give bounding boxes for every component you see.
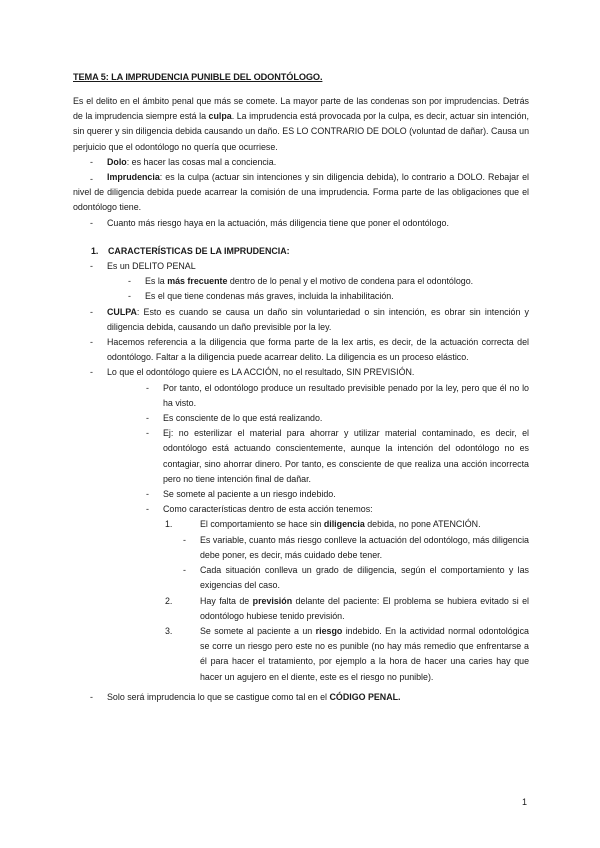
page-number: 1 [522, 797, 528, 807]
dash-bullet: - [90, 306, 93, 317]
list-item-somete [73, 487, 529, 502]
dash-bullet: - [90, 337, 93, 348]
list-item-condenas [73, 289, 529, 304]
list-item-caracteristicas [73, 502, 529, 517]
codigo-bold: CÓDIGO PENAL. [329, 691, 401, 702]
riesgo-text: Cuanto más riesgo haya en la actuación, más diligencia tiene que poner el odontólogo. [107, 217, 449, 228]
n3-rest: indebido. En la actividad normal odontológica se corre un riesgo pero este no es punible (no hay más remedio que enfrentarse a él para hacer el tratamiento, por ejemplo a la hora de hacer una caries hay que hacer un agujero en el diente, este es el riesgo no punible). [200, 625, 529, 682]
culpa-label: CULPA [107, 306, 137, 317]
intro-bold-culpa: culpa [208, 111, 232, 122]
n2-text: Hay falta de [200, 595, 253, 606]
dash-bullet: - [146, 428, 149, 439]
list-item-por-tanto [73, 381, 529, 411]
culpa-text: : Esto es cuando se causa un daño sin voluntariedad o sin intención, es obrar sin intención y diligencia debida, causando un daño previsible por la ley. [107, 306, 529, 332]
caracteristicas-text: Como características dentro de esta acción tenemos: [163, 504, 373, 515]
dash-bullet: - [146, 489, 149, 500]
situacion-text: Cada situación conlleva un grado de diligencia, según el comportamiento y las exigencias del caso. [200, 565, 529, 591]
item-number: 1. [165, 519, 173, 530]
mas-frecuente-text: Es la [145, 276, 168, 287]
numbered-item-2 [73, 594, 529, 624]
section-title: CARACTERÍSTICAS DE LA IMPRUDENCIA: [108, 245, 290, 256]
document-body [73, 94, 529, 705]
delito-penal-text: Es un DELITO PENAL [107, 261, 196, 272]
list-item-imprudencia [73, 170, 529, 216]
list-item-ejemplo [73, 426, 529, 487]
numbered-item-1 [73, 517, 529, 532]
imprudencia-text: : es la culpa (actuar sin intenciones y sin diligencia debida), lo contrario a DOLO. Rebajar el nivel de diligencia debida puede acarrear la comisión de una imprudencia. Forma parte de las obligaciones que el odontólogo tiene. [73, 172, 529, 213]
n2-rest: delante del paciente: El problema se hubiera evitado si el odontólogo hubiese tenido previsión. [200, 595, 529, 621]
list-item-consciente [73, 411, 529, 426]
n3-bold: riesgo [315, 625, 343, 636]
dash-bullet: - [90, 691, 93, 702]
dash-bullet: - [146, 413, 149, 424]
item-number: 3. [165, 625, 173, 636]
variable-text: Es variable, cuanto más riesgo conlleve la actuación del odontólogo, más diligencia debe poner, es decir, más cuidado debe tener. [200, 534, 529, 560]
condenas-text: Es el que tiene condenas más graves, incluida la inhabilitación. [145, 291, 394, 302]
n3-text: Se somete al paciente a un [200, 625, 316, 636]
list-item-riesgo [73, 216, 529, 231]
intro-text-rest: . La imprudencia está provocada por la culpa, es decir, actuar sin intención, sin querer y sin diligencia debida causando un daño. ES LO CONTRARIO DE DOLO (voluntad de dañar). Causa un perjuicio que el odontólogo no quería que ocurriese. [73, 111, 529, 152]
dolo-text: : es hacer las cosas mal a conciencia. [126, 156, 277, 167]
ejemplo-text: Ej: no esterilizar el material para ahorrar y utilizar material contaminado, es decir, el odontólogo está actuando conscientemente, aunque la intención del odontólogo no es contagiar, sino ahorrar dinero. Por tanto, es consciente de que realiza una acción incorrecta pero no tiene intención final de dañar. [163, 428, 529, 484]
intro-paragraph [73, 94, 529, 155]
dash-bullet: - [90, 367, 93, 378]
n2-bold: previsión [252, 595, 293, 606]
accion-text: Lo que el odontólogo quiere es LA ACCIÓN, no el resultado, SIN PREVISIÓN. [107, 367, 415, 378]
list-item-accion [73, 365, 529, 380]
dash-bullet: - [90, 156, 93, 167]
list-item-mas-frecuente [73, 274, 529, 289]
lex-artis-text: Hacemos referencia a la diligencia que forma parte de la lex artis, es decir, de la actuación correcta del odontólogo. Faltar a la diligencia puede acarrear delito. La diligencia es un proceso elástico. [107, 337, 529, 363]
dash-bullet: - [90, 261, 93, 272]
section-heading [73, 244, 529, 259]
dash-bullet: - [183, 565, 186, 576]
dash-bullet: - [128, 291, 131, 302]
dash-bullet: - [146, 382, 149, 393]
dolo-label: Dolo [107, 156, 127, 167]
list-item-lex-artis [73, 335, 529, 365]
item-number: 2. [165, 595, 173, 606]
dash-bullet: - [90, 217, 93, 228]
dash-bullet: - [183, 534, 186, 545]
list-item-variable [73, 533, 529, 563]
dash-bullet: - [90, 174, 93, 185]
dash-bullet: - [128, 276, 131, 287]
document-title: TEMA 5: LA IMPRUDENCIA PUNIBLE DEL ODONTÓLOGO. [73, 72, 323, 82]
n1-bold: diligencia [323, 519, 365, 530]
numbered-item-3 [73, 624, 529, 685]
list-item-codigo-penal [73, 690, 529, 705]
list-item-delito-penal [73, 259, 529, 274]
consciente-text: Es consciente de lo que está realizando. [163, 413, 323, 424]
codigo-text: Solo será imprudencia lo que se castigue como tal en el [107, 691, 330, 702]
somete-text: Se somete al paciente a un riesgo indebido. [163, 489, 336, 500]
section-number: 1. [91, 245, 99, 256]
dash-bullet: - [146, 504, 149, 515]
intro-text: Es el delito en el ámbito penal que más se comete. La mayor parte de las condenas son por imprudencias. Detrás de la imprudencia siempre está la [73, 96, 529, 122]
mas-frecuente-bold: más frecuente [167, 276, 228, 287]
list-item-situacion [73, 563, 529, 593]
n1-rest: debida, no pone ATENCIÓN. [364, 519, 481, 530]
imprudencia-line [73, 172, 107, 185]
list-item-dolo [73, 155, 529, 170]
mas-frecuente-rest: dentro de lo penal y el motivo de condena para el odontólogo. [227, 276, 474, 287]
por-tanto-text: Por tanto, el odontólogo produce un resultado previsible penado por la ley, pero que él no lo ha visto. [163, 382, 529, 408]
imprudencia-label: Imprudencia [107, 172, 160, 183]
n1-text: El comportamiento se hace sin [200, 519, 324, 530]
list-item-culpa [73, 305, 529, 335]
